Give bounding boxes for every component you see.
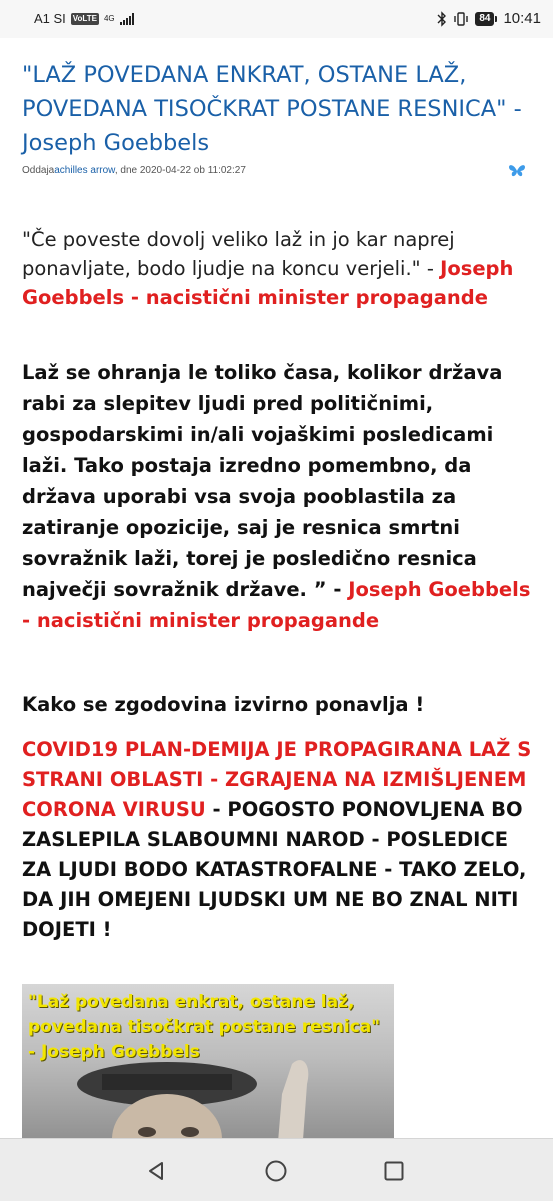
goebbels-attribution: Joseph Goebbels - nacistični minister propagande [22,578,531,632]
battery-icon [475,12,497,26]
meta-date: , dne 2020-04-22 ob 11:02:27 [114,165,246,176]
meta-prefix: Oddaja [22,165,55,176]
recents-icon[interactable] [383,1160,405,1182]
article [0,38,553,1138]
covid-paragraph [22,735,532,945]
status-left [34,11,134,26]
image-caption: "Laž povedana enkrat, ostane laž, povedana tisočkrat postane resnica" - Joseph Goebbels [28,992,381,1062]
status-right [437,10,541,27]
vibrate-icon [453,11,469,27]
quote-text: "Če poveste dovolj veliko laž in jo kar naprej ponavljate, bodo ljudje na koncu verjeli." - [22,228,455,280]
back-icon[interactable] [146,1160,168,1182]
clock: 10:41 [503,10,541,27]
history-paragraph: Kako se zgodovina izvirno ponavlja ! [22,693,425,716]
author-link[interactable]: achilles arrow [54,165,115,176]
quote-attribution: Joseph Goebbels - nacistični minister propagande [22,257,514,309]
covid-text: - POGOSTO PONOVLJENA BO ZASLEPILA SLABOUMNI NAROD - POSLEDICE ZA LJUDI BODO KATASTROFALNE - TAKO ZELO, DA JIH OMEJENI LJUDSKI UM NE BO ZNAL NITI DOJETI ! [22,798,527,941]
navigation-bar [0,1138,553,1201]
goebbels-image[interactable] [22,984,394,1138]
signal-icon [120,13,134,25]
goebbels-paragraph [22,357,532,636]
goebbels-text: Laž se ohranja le toliko časa, kolikor država rabi za slepitev ljudi pred političnimi, gospodarskimi in/ali vojaškimi posledicami laži. Tako postaja izredno pomembno, da država uporabi vsa svoja pooblastila za zatiranje opozicije, saj je resnica smrtni sovražnik laži, torej je posledično resnica največji sovražnik države. ” - [22,361,503,601]
quote-paragraph [22,225,522,312]
carrier-label: A1 SI [34,11,66,26]
home-icon[interactable] [265,1160,287,1182]
network-type: 4G [103,13,115,23]
bluetooth-icon [437,11,447,27]
volte-badge: VoLTE [72,13,97,23]
battery-level: 84 [475,12,494,26]
butterfly-icon[interactable] [508,163,526,179]
covid-red-text: COVID19 PLAN-DEMIJA JE PROPAGIRANA LAŽ S STRANI OBLASTI - ZGRAJENA NA IZMIŠLJENEM CORONA VIRUSU [22,738,532,821]
status-bar [0,0,553,38]
article-title[interactable]: "LAŽ POVEDANA ENKRAT, OSTANE LAŽ, POVEDANA TISOČKRAT POSTANE RESNICA" - Joseph Goebbels [22,62,522,156]
article-meta [22,165,246,176]
